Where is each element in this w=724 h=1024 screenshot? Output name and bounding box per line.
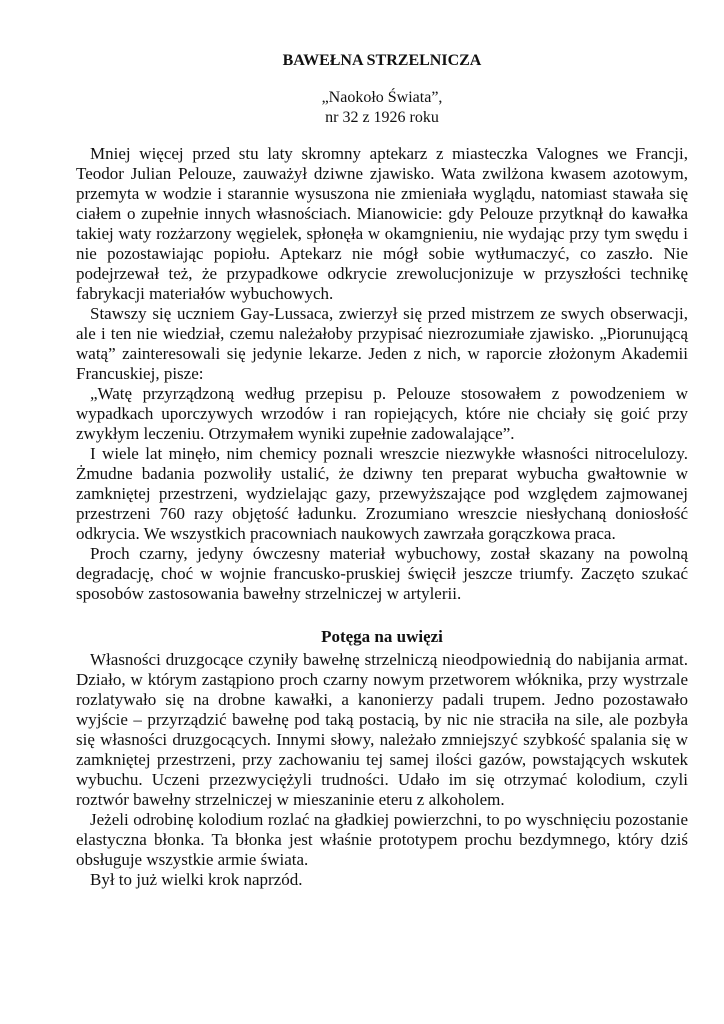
source-citation	[76, 88, 688, 128]
paragraph-doctor-quote: „Watę przyrządzoną według przepisu p. Pelouze stosowałem z powodzeniem w wypadkach uporczywych wrzodów i ran ropiejących, które nie chciały się goić przy zwykłym leczeniu. Otrzymałem wyniki zupełnie zadowalające”.	[76, 384, 688, 443]
paragraph-membrane: Jeżeli odrobinę kolodium rozlać na gładkiej powierzchni, to po wyschnięciu pozostanie elastyczna błonka. Ta błonka jest właśnie prototypem prochu bezdymnego, który dziś obsługuje wszystkie armie świata.	[76, 810, 688, 869]
section-heading: Potęga na uwięzi	[321, 627, 443, 646]
paragraph-conclusion: Był to już wielki krok naprzód.	[90, 870, 303, 889]
paragraph-gay-lussac: Stawszy się uczniem Gay-Lussaca, zwierzył się przed mistrzem ze swych obserwacji, ale i ten nie wiedział, czemu należałoby przypisać niezrozumiałe zjawisko. „Piorunującą watą” zainteresowali się jedynie lekarze. Jeden z nich, w raporcie złożonym Akademii Francuskiej, pisze:	[76, 304, 688, 383]
source-issue: nr 32 z 1926 roku	[325, 109, 439, 126]
paragraph-collodion: Własności druzgocące czyniły bawełnę strzelniczą nieodpowiednią do nabijania armat. Działo, w którym zastąpiono proch czarny nowym przetworem włóknika, przy wystrzale rozlatywało się na drobne kawałki, a kanonierzy padali trupem. Jedno pozostawało wyjście – przyrządzić bawełnę pod taką postacią, by nic nie straciła na sile, ale pozbyła się własności druzgocących. Innymi słowy, należało zmniejszyć szybkość spalania się w zamkniętej przestrzeni, przy zachowaniu tej samej ilości gazów, powstających wskutek wybuchu. Uczeni przezwyciężyli trudności. Udało im się otrzymać kolodium, czyli roztwór bawełny strzelniczej w mieszaninie eteru z alkoholem.	[76, 650, 688, 809]
document-page	[76, 50, 688, 890]
paragraph-discovery: Mniej więcej przed stu laty skromny aptekarz z miasteczka Valognes we Francji, Teodor Julian Pelouze, zauważył dziwne zjawisko. Wata zwilżona kwasem azotowym, przemyta w wodzie i starannie wysuszona nie zmieniała wyglądu, natomiast stawała się ciałem o zupełnie innych własnościach. Mianowicie: gdy Pelouze przytknął do kawałka takiej waty rozżarzony węgielek, spłonęła w okamgnieniu, nie wydając przy tym swędu i nie pozostawiając popiołu. Aptekarz nie mógł sobie wytłumaczyć, co zaszło. Nie podejrzewał też, że przypadkowe odkrycie zrewolucjonizuje w przyszłości technikę fabrykacji materiałów wybuchowych.	[76, 144, 688, 303]
source-magazine: „Naokoło Świata”,	[321, 89, 443, 106]
paragraph-black-powder: Proch czarny, jedyny ówczesny materiał wybuchowy, został skazany na powolną degradację, choć w wojnie francusko-pruskiej święcił jeszcze triumfy. Zaczęto szukać sposobów zastosowania bawełny strzelniczej w artylerii.	[76, 544, 688, 603]
paragraph-nitrocellulose: I wiele lat minęło, nim chemicy poznali wreszcie niezwykłe własności nitrocelulozy. Żmudne badania pozwoliły ustalić, że dziwny ten preparat wybucha gwałtownie w zamkniętej przestrzeni, wydzielając gazy, przewyższające pod względem zajmowanej przestrzeni 760 razy objętość ładunku. Zrozumiano wreszcie niesłychaną doniosłość odkrycia. We wszystkich pracowniach naukowych zawrzała gorączkowa praca.	[76, 444, 688, 543]
document-title: BAWEŁNA STRZELNICZA	[282, 52, 482, 69]
